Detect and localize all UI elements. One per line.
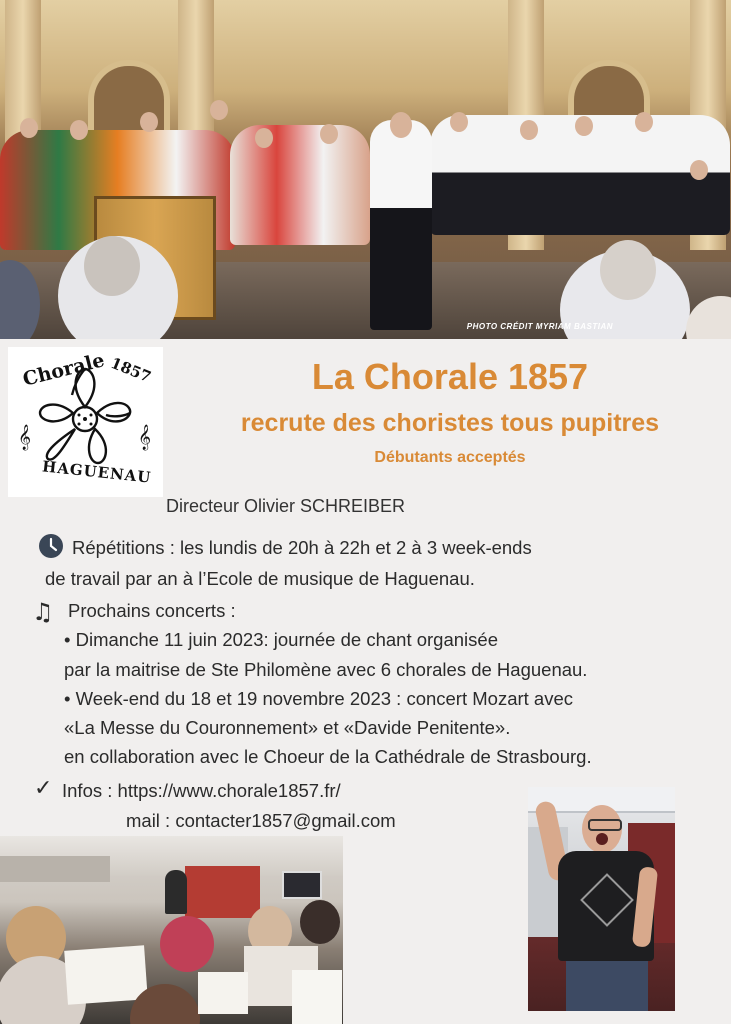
choir-concert-photo <box>0 0 731 339</box>
clock-icon <box>38 533 64 564</box>
concert-1-line-2: par la maitrise de Ste Philomène avec 6 chorales de Haguenau. <box>64 659 588 680</box>
singer-head <box>450 112 468 132</box>
jeans <box>566 961 648 1011</box>
singer-head <box>635 112 653 132</box>
audience-head <box>84 236 140 296</box>
singer-head <box>255 128 273 148</box>
concerts-heading: Prochains concerts : <box>68 600 236 621</box>
rehearsal-photo <box>0 836 343 1024</box>
conductor <box>370 120 432 330</box>
music-notes-icon: ♫ <box>32 598 54 626</box>
infos-mail[interactable]: mail : contacter1857@gmail.com <box>126 810 396 831</box>
singer-head <box>210 100 228 120</box>
concert-1-line-1: • Dimanche 11 juin 2023: journée de chant organisée <box>64 629 498 650</box>
singer-head <box>520 120 538 140</box>
logo-word-chorale: Chorale <box>20 349 107 391</box>
concert-2-line-1: • Week-end du 18 et 19 novembre 2023 : concert Mozart avec <box>64 688 574 709</box>
singer-head <box>20 118 38 138</box>
logo-word-haguenau: HAGUENAU <box>41 457 153 487</box>
wall-screen <box>282 871 322 899</box>
score-sheet <box>292 970 342 1024</box>
score-sheet <box>64 945 148 1004</box>
choir-row-center <box>230 125 370 245</box>
checkmark-icon: ✓ <box>34 776 53 801</box>
conductor-head <box>390 112 412 138</box>
chorale-logo <box>8 347 163 497</box>
rehearsal-line-2: de travail par an à l’Ecole de musique de Haguenau. <box>45 568 475 589</box>
conductor-portrait-photo <box>528 787 675 1011</box>
singer-head <box>300 900 340 944</box>
score-sheet <box>198 972 248 1014</box>
treble-clef-icon: 𝄞 <box>18 425 32 450</box>
treble-clef-icon: 𝄞 <box>138 425 152 450</box>
singer <box>160 916 214 972</box>
singer-head <box>320 124 338 144</box>
open-mouth <box>596 833 608 845</box>
beginners-tagline: Débutants acceptés <box>374 449 526 466</box>
logo-year: 1857 <box>108 353 154 387</box>
concert-2-line-3: en collaboration avec le Choeur de la Cathédrale de Strasbourg. <box>64 746 592 767</box>
page-title: La Chorale 1857 <box>311 356 589 397</box>
red-partition <box>185 866 260 918</box>
singer-head <box>690 160 708 180</box>
director-line: Directeur Olivier SCHREIBER <box>166 496 406 516</box>
conductor <box>165 870 187 914</box>
audience-head <box>600 240 656 300</box>
singer-head <box>140 112 158 132</box>
rehearsal-line-1: Répétitions : les lundis de 20h à 22h et 2 à 3 week-ends <box>72 537 532 558</box>
concert-2-line-2: «La Messe du Couronnement» et «Davide Penitente». <box>64 717 511 738</box>
singer-head <box>575 116 593 136</box>
recruitment-subtitle: recrute des choristes tous pupitres <box>240 409 660 437</box>
singer-head <box>70 120 88 140</box>
photo-credit: PHOTO CRÉDIT MYRIAM BASTIAN <box>466 322 613 331</box>
glasses-icon <box>588 819 622 831</box>
infos-website[interactable]: Infos : https://www.chorale1857.fr/ <box>62 780 341 801</box>
